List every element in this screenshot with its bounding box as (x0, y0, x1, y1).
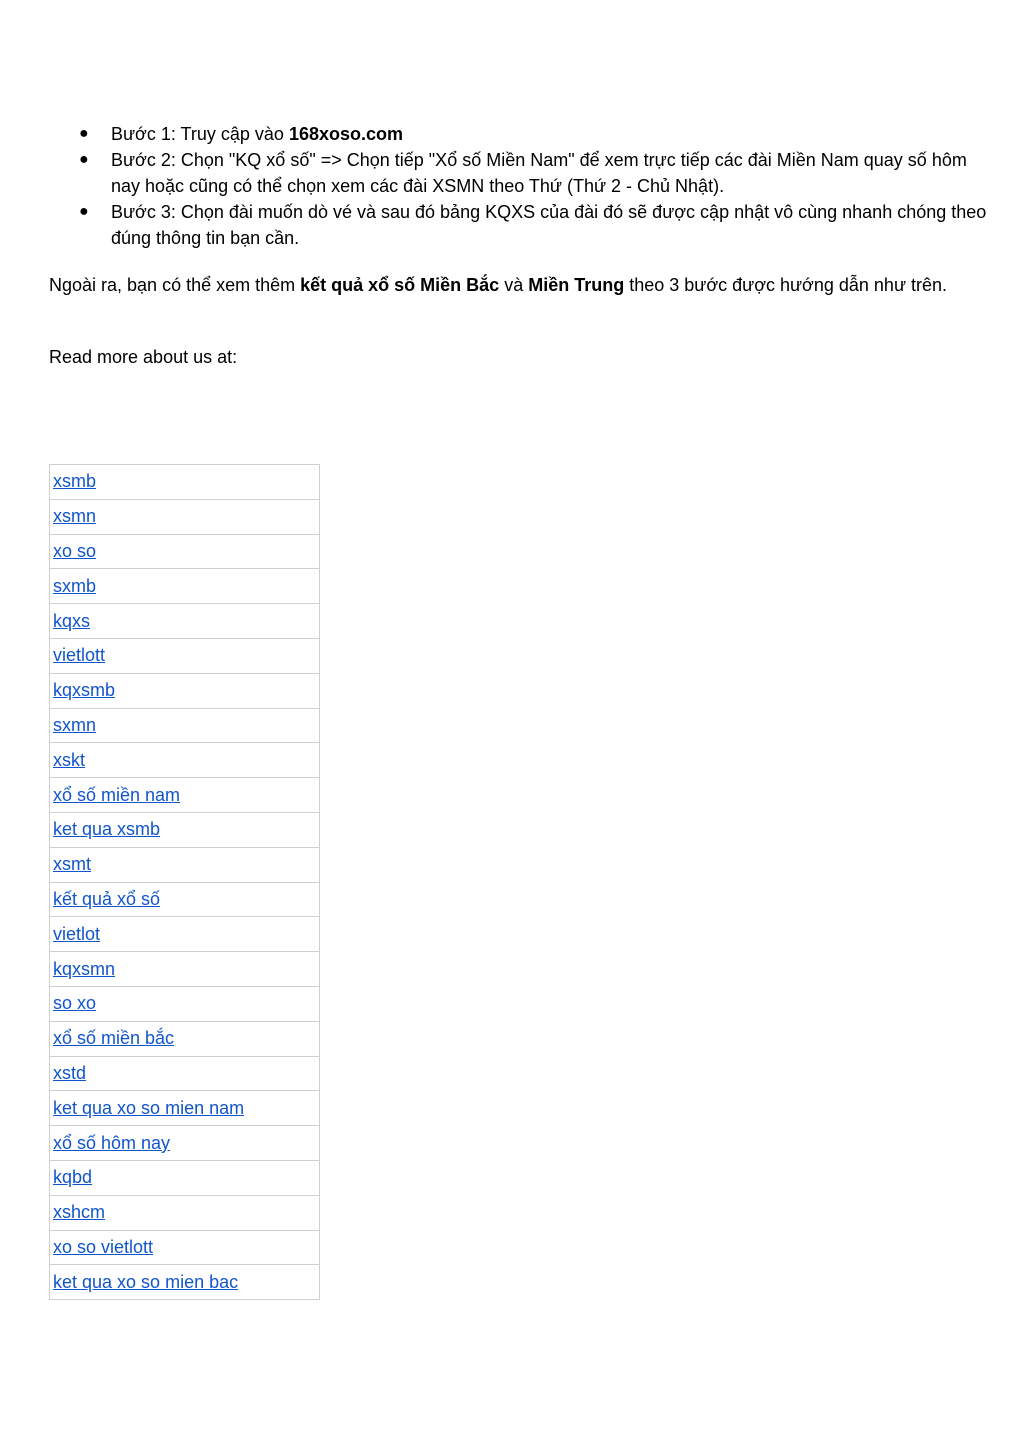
link-item[interactable]: vietlot (53, 923, 101, 944)
link-item[interactable]: kqxs (53, 610, 91, 631)
extra-bold-mien-bac: kết quả xổ số Miền Bắc (300, 275, 500, 295)
step-1-text: Bước 1: Truy cập vào (111, 124, 289, 144)
bullet: ● (79, 151, 89, 168)
table-cell (50, 778, 320, 813)
step-3-text: Bước 3: Chọn đài muốn dò vé và sau đó bảng KQXS của đài đó sẽ được cập nhật vô cùng nhanh chóng theo đúng thông tin bạn cần. (111, 202, 987, 248)
bullet: ● (79, 125, 89, 142)
table-row (50, 1091, 320, 1126)
link-item[interactable]: ket qua xo so mien bac (53, 1271, 239, 1292)
table-cell (50, 499, 320, 534)
link-item[interactable]: xo so (53, 540, 97, 561)
table-cell (50, 534, 320, 569)
table-cell (50, 1160, 320, 1195)
link-item[interactable]: xshcm (53, 1202, 106, 1223)
link-item[interactable]: vietlott (53, 645, 106, 666)
table-cell (50, 1126, 320, 1161)
table-cell (50, 1091, 320, 1126)
table-row (50, 882, 320, 917)
table-row (50, 812, 320, 847)
table-cell (50, 465, 320, 500)
read-more-label: Read more about us at: (49, 347, 238, 367)
table-cell (50, 1230, 320, 1265)
link-item[interactable]: ket qua xo so mien nam (53, 1097, 245, 1118)
table-cell (50, 986, 320, 1021)
table-cell (50, 638, 320, 673)
table-cell (50, 1195, 320, 1230)
link-item[interactable]: kqxsmn (53, 958, 116, 979)
link-item[interactable]: xổ số hôm nay (53, 1132, 171, 1153)
table-row (50, 1160, 320, 1195)
link-item[interactable]: xsmt (53, 854, 91, 875)
step-2 (49, 147, 994, 199)
table-cell (50, 673, 320, 708)
table-row (50, 638, 320, 673)
table-cell (50, 812, 320, 847)
step-1-site-name: 168xoso.com (288, 124, 403, 144)
link-item[interactable]: ket qua xsmb (53, 819, 161, 840)
extra-text-3: theo 3 bước được hướng dẫn như trên. (624, 275, 948, 295)
step-2-text: Bước 2: Chọn "KQ xổ số" => Chọn tiếp "Xổ số Miền Nam" để xem trực tiếp các đài Miền Nam quay số hôm nay hoặc cũng có thể chọn xem các đài XSMN theo Thứ (Thứ 2 - Chủ Nhật). (111, 150, 967, 196)
step-1 (49, 121, 994, 147)
link-item[interactable]: xổ số miền nam (53, 784, 181, 805)
table-row (50, 1126, 320, 1161)
table-row (50, 778, 320, 813)
link-item[interactable]: kqxsmb (53, 680, 116, 701)
link-item[interactable]: xổ số miền bắc (53, 1028, 175, 1049)
table-row (50, 534, 320, 569)
table-row (50, 604, 320, 639)
table-row (50, 1230, 320, 1265)
steps-list (49, 121, 994, 251)
table-row (50, 952, 320, 987)
table-row (50, 1056, 320, 1091)
link-item[interactable]: sxmn (53, 714, 97, 735)
link-item[interactable]: xstd (53, 1062, 87, 1083)
table-cell (50, 743, 320, 778)
table-cell (50, 604, 320, 639)
table-row (50, 673, 320, 708)
extra-text-1: Ngoài ra, bạn có thể xem thêm (49, 275, 301, 295)
table-cell (50, 708, 320, 743)
table-row (50, 917, 320, 952)
table-row (50, 986, 320, 1021)
link-item[interactable]: xo so vietlott (53, 1236, 154, 1257)
step-3 (49, 199, 994, 251)
extra-paragraph (49, 272, 969, 298)
table-row (50, 499, 320, 534)
link-item[interactable]: sxmb (53, 575, 97, 596)
table-row (50, 465, 320, 500)
table-cell (50, 952, 320, 987)
table-row (50, 847, 320, 882)
table-row (50, 1021, 320, 1056)
link-item[interactable]: kết quả xổ số (53, 888, 161, 909)
table-row (50, 1265, 320, 1300)
table-row (50, 1195, 320, 1230)
extra-bold-mien-trung: Miền Trung (528, 275, 625, 295)
table-row (50, 708, 320, 743)
link-item[interactable]: so xo (53, 993, 97, 1014)
links-table (49, 464, 320, 1300)
link-item[interactable]: xskt (53, 749, 86, 770)
link-item[interactable]: kqbd (53, 1167, 93, 1188)
link-item[interactable]: xsmb (53, 471, 97, 492)
table-cell (50, 1056, 320, 1091)
table-row (50, 569, 320, 604)
table-cell (50, 847, 320, 882)
table-cell (50, 569, 320, 604)
table-cell (50, 917, 320, 952)
extra-text-2: và (499, 275, 529, 295)
table-cell (50, 1021, 320, 1056)
link-item[interactable]: xsmn (53, 506, 97, 527)
table-cell (50, 882, 320, 917)
table-row (50, 743, 320, 778)
bullet: ● (79, 203, 89, 220)
table-cell (50, 1265, 320, 1300)
